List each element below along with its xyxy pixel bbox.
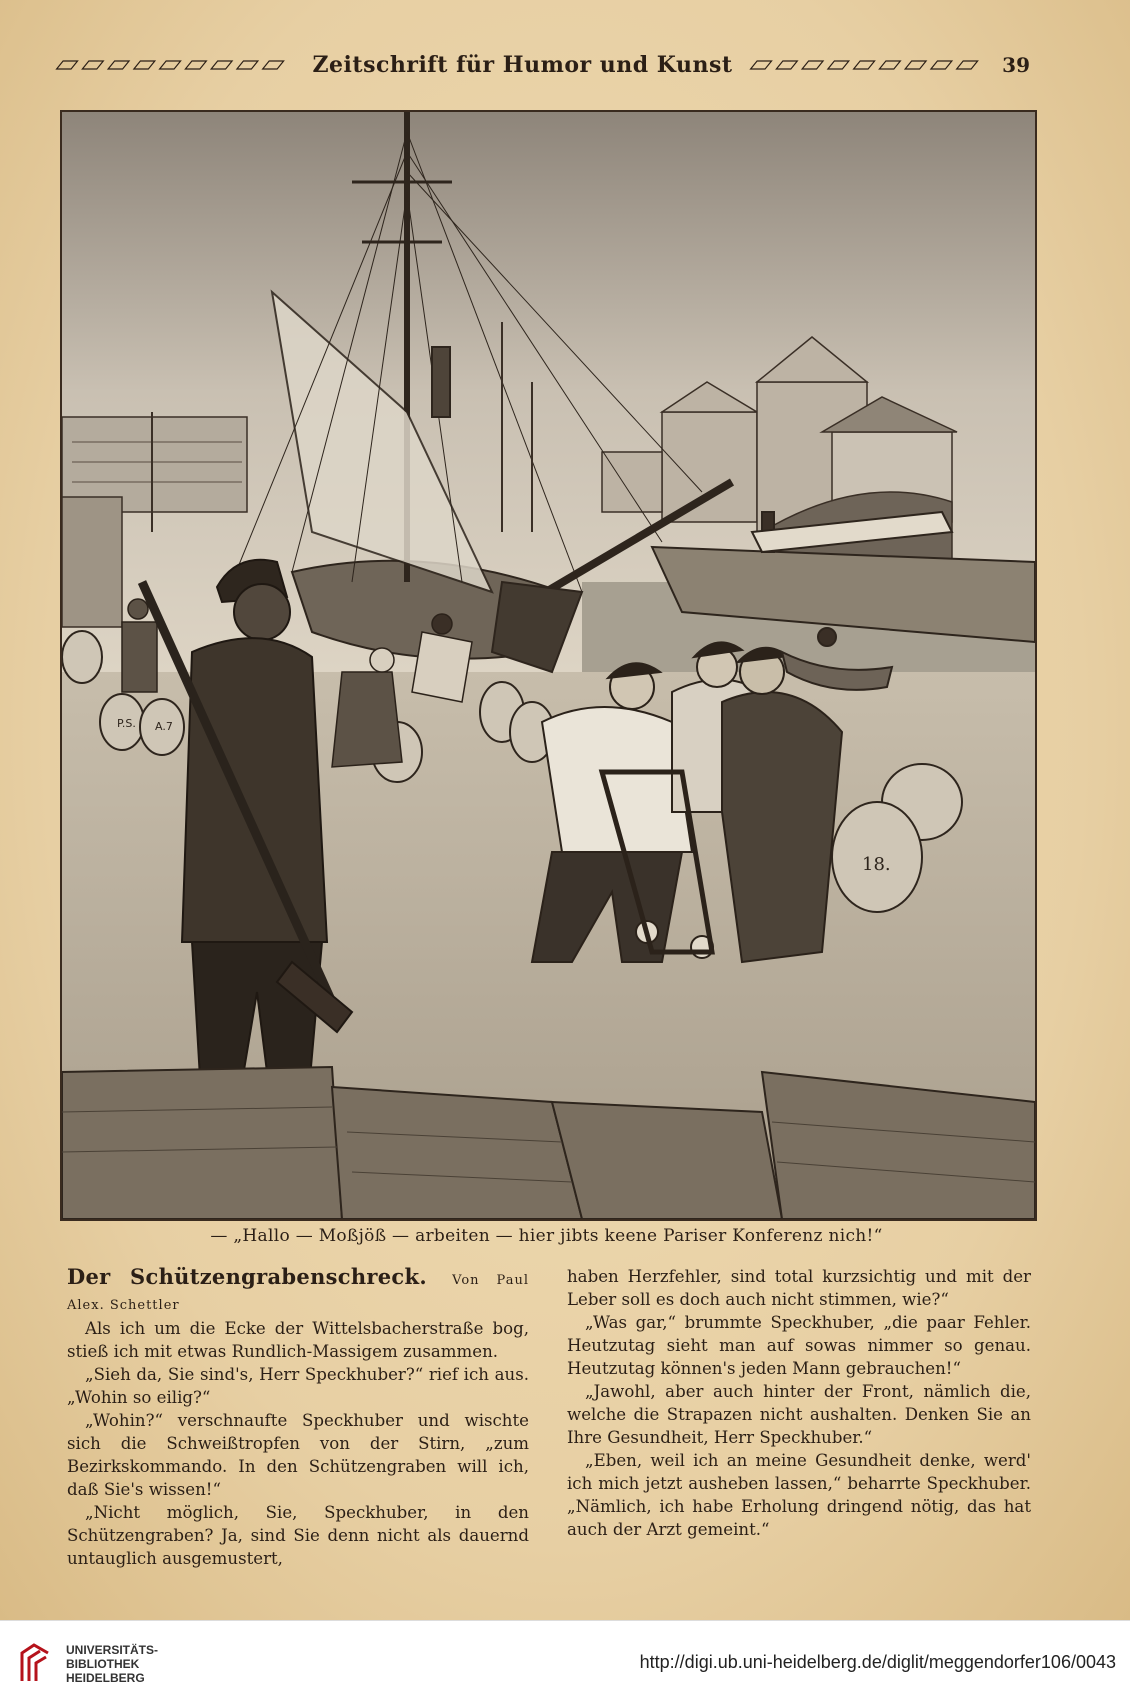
library-name[interactable] — [66, 1643, 158, 1685]
library-name-line-3: HEIDELBERG — [66, 1671, 145, 1685]
article-column-left — [67, 1265, 529, 1570]
article-heading — [67, 1265, 529, 1317]
article-byline: Von Paul Alex. Schettler — [67, 1273, 529, 1313]
barrel-label-18: 18. — [862, 854, 891, 875]
paragraph-left-4: „Nicht möglich, Sie, Speckhuber, in den Schützengraben? Ja, sind Sie denn nicht als dauernd untauglich ausgemustert, — [67, 1503, 529, 1568]
barrel-label-a7: A.7 — [155, 720, 173, 733]
magazine-title: Zeitschrift für Humor und Kunst — [312, 52, 733, 78]
illustration-caption: — „Hallo — Moßjöß — arbeiten — hier jibts keene Pariser Konferenz nich!“ — [210, 1226, 883, 1246]
harbor-illustration — [60, 110, 1037, 1221]
running-header — [55, 50, 1030, 80]
paragraph-right-4: „Eben, weil ich an meine Gesundheit denke, werd' ich mich jetzt ausheben lassen,“ beharrte Speckhuber. „Nämlich, ich habe Erholung dringend nötig, das hat auch der Arzt gemeint.“ — [567, 1451, 1031, 1539]
paragraph-left-2: „Sieh da, Sie sind's, Herr Speckhuber?“ rief ich aus. „Wohin so eilig?“ — [67, 1365, 529, 1407]
article-title: Der Schützengrabenschreck. — [67, 1264, 427, 1289]
permalink-url[interactable]: http://digi.ub.uni-heidelberg.de/diglit/meggendorfer106/0043 — [639, 1652, 1116, 1672]
library-name-line-1: UNIVERSITÄTS- — [66, 1643, 159, 1657]
viewer-footer — [0, 1620, 1130, 1703]
paragraph-right-3: „Jawohl, aber auch hinter der Front, nämlich die, welche die Strapazen nicht aushalten. Denken Sie an Ihre Gesundheit, Herr Speckhuber.“ — [567, 1382, 1031, 1447]
paragraph-left-1: Als ich um die Ecke der Wittelsbacherstraße bog, stieß ich mit etwas Rundlich-Massigem zusammen. — [67, 1319, 529, 1361]
article-column-right — [567, 1265, 1031, 1541]
header-ornament-left — [55, 58, 297, 72]
header-ornament-right — [749, 58, 991, 72]
paragraph-right-2: „Was gar,“ brummte Speckhuber, „die paar Fehler. Heutzutag sieht man auf sowas nimmer so genau. Heutzutag können's jeden Mann gebrauchen!“ — [567, 1313, 1031, 1378]
page-number: 39 — [1002, 53, 1030, 77]
paragraph-right-1: haben Herzfehler, sind total kurzsichtig und mit der Leber soll es doch auch nicht stimmen, wie?“ — [567, 1267, 1031, 1309]
library-logo-icon[interactable] — [18, 1641, 52, 1685]
library-name-line-2: BIBLIOTHEK — [66, 1657, 140, 1671]
barrel-label-ps: P.S. — [117, 717, 136, 730]
paragraph-left-3: „Wohin?“ verschnaufte Speckhuber und wischte sich die Schweißtropfen von der Stirn, „zum Bezirkskommando. In den Schützengraben will ich, daß Sie's wissen!“ — [67, 1411, 529, 1499]
